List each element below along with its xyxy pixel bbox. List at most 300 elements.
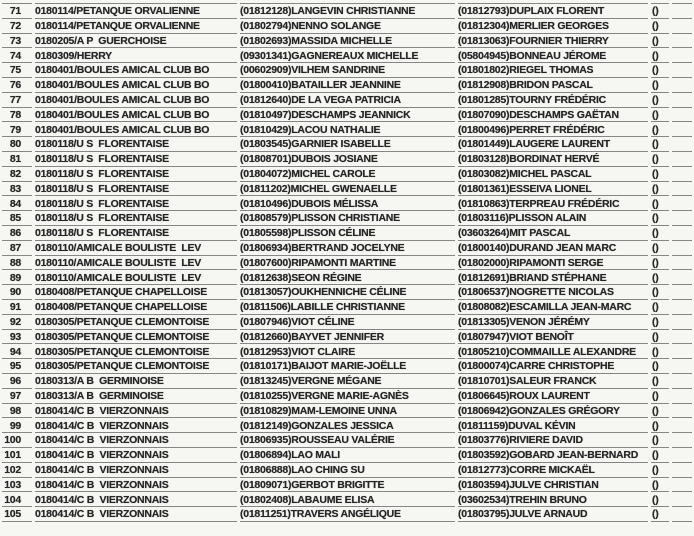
empty-parens: () xyxy=(651,506,669,522)
player2-cell xyxy=(458,477,648,493)
table-row xyxy=(2,389,692,404)
player1-name: BAYVET JENNIFER xyxy=(291,330,384,343)
player2-license: (01812908) xyxy=(458,79,510,92)
club-code-name: 0180305/PETANQUE CLEMONTOISE xyxy=(35,358,237,374)
row-number: 102 xyxy=(2,462,32,478)
empty-parens: () xyxy=(651,33,669,49)
player2-cell xyxy=(458,329,648,345)
empty-parens: () xyxy=(651,358,669,374)
player2-name: TERPREAU FRÉDÉRIC xyxy=(509,197,620,210)
player2-name: JULVE CHRISTIAN xyxy=(509,478,599,491)
row-number: 93 xyxy=(2,329,32,345)
player1-cell xyxy=(240,299,455,315)
row-number: 81 xyxy=(2,151,32,167)
player2-name: DURAND JEAN MARC xyxy=(509,242,617,255)
player2-cell xyxy=(458,77,648,93)
player1-cell xyxy=(240,403,455,419)
player2-cell xyxy=(458,3,648,19)
player1-license: (01804072) xyxy=(240,168,292,181)
player1-cell xyxy=(240,432,455,448)
trailing-rule xyxy=(672,121,692,137)
table-row xyxy=(2,19,692,34)
trailing-rule xyxy=(672,18,692,34)
empty-parens: () xyxy=(651,62,669,78)
player1-license: (01808579) xyxy=(240,212,292,225)
trailing-rule xyxy=(672,33,692,49)
table-row xyxy=(2,4,692,19)
player2-cell xyxy=(458,47,648,63)
player1-cell xyxy=(240,62,455,78)
player1-license: (01813245) xyxy=(240,375,292,388)
player2-cell xyxy=(458,299,648,315)
player1-cell xyxy=(240,284,455,300)
player2-name: ESCAMILLA JEAN-MARC xyxy=(509,301,632,314)
trailing-rule xyxy=(672,417,692,433)
player1-name: LABAUME ELISA xyxy=(291,493,375,506)
player1-cell xyxy=(240,491,455,507)
player2-license: (01810863) xyxy=(458,197,510,210)
trailing-rule xyxy=(672,403,692,419)
table-row xyxy=(2,78,692,93)
player2-name: RIVIERE DAVID xyxy=(509,434,583,447)
player1-license: (01813057) xyxy=(240,286,292,299)
player1-name: DUBOIS JOSIANE xyxy=(291,153,378,166)
player1-cell xyxy=(240,166,455,182)
player1-cell xyxy=(240,33,455,49)
player2-cell xyxy=(458,358,648,374)
player1-name: SEON RÉGINE xyxy=(291,271,362,284)
table-row xyxy=(2,463,692,478)
player1-cell xyxy=(240,462,455,478)
player1-name: VIOT CLAIRE xyxy=(291,345,355,358)
row-number: 72 xyxy=(2,18,32,34)
player2-name: RIPAMONTI SERGE xyxy=(509,256,604,269)
player2-license: (05804945) xyxy=(458,49,510,62)
trailing-rule xyxy=(672,462,692,478)
trailing-rule xyxy=(672,284,692,300)
empty-parens: () xyxy=(651,255,669,271)
player1-name: LAO MALI xyxy=(291,449,340,462)
row-number: 96 xyxy=(2,373,32,389)
club-code-name: 0180401/BOULES AMICAL CLUB BO xyxy=(35,77,237,93)
player1-cell xyxy=(240,225,455,241)
player2-cell xyxy=(458,62,648,78)
table-row xyxy=(2,418,692,433)
player2-name: ESSEIVA LIONEL xyxy=(509,182,592,195)
player2-cell xyxy=(458,432,648,448)
empty-parens: () xyxy=(651,107,669,123)
player1-name: LAO CHING SU xyxy=(291,464,365,476)
club-code-name: 0180414/C B VIERZONNAIS xyxy=(35,462,237,478)
trailing-rule xyxy=(672,47,692,63)
row-number: 88 xyxy=(2,255,32,271)
trailing-rule xyxy=(672,136,692,152)
player2-name: FOURNIER THIERRY xyxy=(509,34,609,47)
player1-cell xyxy=(240,210,455,226)
table-row xyxy=(2,507,692,522)
club-code-name: 0180408/PETANQUE CHAPELLOISE xyxy=(35,299,237,315)
trailing-rule xyxy=(672,255,692,271)
player2-name: NOGRETTE NICOLAS xyxy=(509,286,614,299)
trailing-rule xyxy=(672,166,692,182)
player2-name: BRIAND STÉPHANE xyxy=(509,271,607,284)
empty-parens: () xyxy=(651,210,669,226)
club-code-name: 0180114/PETANQUE ORVALIENNE xyxy=(35,3,237,19)
player2-cell xyxy=(458,33,648,49)
player2-license: (01801285) xyxy=(458,94,510,107)
row-number: 78 xyxy=(2,107,32,123)
player2-license: (01811159) xyxy=(458,419,509,432)
club-code-name: 0180118/U S FLORENTAISE xyxy=(35,181,237,197)
table-row xyxy=(2,374,692,389)
empty-parens: () xyxy=(651,47,669,63)
empty-parens: () xyxy=(651,151,669,167)
player1-name: BATAILLER JEANNINE xyxy=(291,79,401,92)
trailing-rule xyxy=(672,107,692,123)
table-row xyxy=(2,34,692,49)
player1-name: GAGNEREAUX MICHELLE xyxy=(291,49,419,62)
player2-name: BONNEAU JÉROME xyxy=(509,49,607,62)
table-row xyxy=(2,93,692,108)
empty-parens: () xyxy=(651,417,669,433)
trailing-rule xyxy=(672,343,692,359)
player2-name: MIT PASCAL xyxy=(509,227,571,240)
trailing-rule xyxy=(672,388,692,404)
player1-name: VERGNE MÉGANE xyxy=(291,375,382,388)
player1-license: (01811251) xyxy=(240,508,291,521)
row-number: 89 xyxy=(2,269,32,285)
player2-cell xyxy=(458,195,648,211)
player2-license: (01806942) xyxy=(458,404,510,417)
player1-name: DESCHAMPS JEANNICK xyxy=(291,108,411,121)
empty-parens: () xyxy=(651,373,669,389)
player2-name: MERLIER GEORGES xyxy=(509,20,609,33)
table-row xyxy=(2,448,692,463)
trailing-rule xyxy=(672,491,692,507)
row-number: 104 xyxy=(2,491,32,507)
club-code-name: 0180414/C B VIERZONNAIS xyxy=(35,491,237,507)
row-number: 74 xyxy=(2,47,32,63)
table-row xyxy=(2,359,692,374)
club-code-name: 0180414/C B VIERZONNAIS xyxy=(35,477,237,493)
player2-cell xyxy=(458,121,648,137)
player2-license: (01812691) xyxy=(458,271,510,284)
player2-license: (01803128) xyxy=(458,153,510,166)
player2-cell xyxy=(458,225,648,241)
row-number: 94 xyxy=(2,343,32,359)
player2-name: VENON JÉRÉMY xyxy=(509,316,590,329)
player1-cell xyxy=(240,195,455,211)
empty-parens: () xyxy=(651,388,669,404)
player1-license: (01810171) xyxy=(240,360,292,373)
trailing-rule xyxy=(672,151,692,167)
row-number: 73 xyxy=(2,33,32,49)
player1-name: BERTRAND JOCELYNE xyxy=(291,242,405,255)
player2-license: (01800074) xyxy=(458,360,510,373)
club-code-name: 0180305/PETANQUE CLEMONTOISE xyxy=(35,329,237,345)
club-code-name: 0180118/U S FLORENTAISE xyxy=(35,151,237,167)
player2-license: (01810701) xyxy=(458,375,510,388)
club-code-name: 0180305/PETANQUE CLEMONTOISE xyxy=(35,343,237,359)
player1-name: DUBOIS MÉLISSA xyxy=(291,197,379,210)
player2-cell xyxy=(458,462,648,478)
trailing-rule xyxy=(672,195,692,211)
empty-parens: () xyxy=(651,92,669,108)
player1-license: (01803545) xyxy=(240,138,292,151)
empty-parens: () xyxy=(651,181,669,197)
table-row xyxy=(2,167,692,182)
player2-name: LAUGERE LAURENT xyxy=(509,138,610,151)
player1-license: (01802693) xyxy=(240,34,292,47)
trailing-rule xyxy=(672,373,692,389)
club-code-name: 0180401/BOULES AMICAL CLUB BO xyxy=(35,62,237,78)
player1-license: (01807600) xyxy=(240,256,292,269)
player2-name: PLISSON ALAIN xyxy=(508,212,587,225)
player2-cell xyxy=(458,284,648,300)
row-number: 92 xyxy=(2,314,32,330)
empty-parens: () xyxy=(651,269,669,285)
player2-license: (03602534) xyxy=(458,493,510,506)
empty-parens: () xyxy=(651,195,669,211)
player1-name: NENNO SOLANGE xyxy=(291,20,381,33)
player2-cell xyxy=(458,506,648,522)
empty-parens: () xyxy=(651,284,669,300)
player2-license: (01805210) xyxy=(458,345,510,358)
empty-parens: () xyxy=(651,299,669,315)
empty-parens: () xyxy=(651,136,669,152)
trailing-rule xyxy=(672,240,692,256)
row-number: 100 xyxy=(2,432,32,448)
player2-cell xyxy=(458,240,648,256)
player1-license: (01812128) xyxy=(240,5,292,18)
empty-parens: () xyxy=(651,343,669,359)
player1-cell xyxy=(240,388,455,404)
club-code-name: 0180110/AMICALE BOULISTE LEV xyxy=(35,269,237,285)
table-row xyxy=(2,256,692,271)
empty-parens: () xyxy=(651,240,669,256)
player1-name: LABILLE CHRISTIANNE xyxy=(290,301,405,314)
table-row xyxy=(2,478,692,493)
club-code-name: 0180414/C B VIERZONNAIS xyxy=(35,432,237,448)
player2-license: (03603264) xyxy=(458,227,510,240)
club-code-name: 0180118/U S FLORENTAISE xyxy=(35,195,237,211)
player2-license: (01813063) xyxy=(458,34,510,47)
player1-license: (01810497) xyxy=(240,108,292,121)
club-code-name: 0180118/U S FLORENTAISE xyxy=(35,210,237,226)
player1-license: (01807946) xyxy=(240,316,292,329)
club-code-name: 0180118/U S FLORENTAISE xyxy=(35,136,237,152)
player2-name: JULVE ARNAUD xyxy=(509,508,588,521)
player2-license: (01806537) xyxy=(458,286,510,299)
club-code-name: 0180401/BOULES AMICAL CLUB BO xyxy=(35,121,237,137)
player1-license: (01809071) xyxy=(240,478,292,491)
club-code-name: 0180110/AMICALE BOULISTE LEV xyxy=(35,240,237,256)
trailing-rule xyxy=(672,77,692,93)
player1-cell xyxy=(240,151,455,167)
player1-license: (01802408) xyxy=(240,493,292,506)
row-number: 87 xyxy=(2,240,32,256)
table-row xyxy=(2,152,692,167)
player1-license: (01808701) xyxy=(240,153,292,166)
player1-license: (01806934) xyxy=(240,242,292,255)
empty-parens: () xyxy=(651,329,669,345)
row-number: 103 xyxy=(2,477,32,493)
player1-license: (01810496) xyxy=(240,197,292,210)
empty-parens: () xyxy=(651,77,669,93)
player1-name: VILHEM SANDRINE xyxy=(291,64,385,77)
player1-license: (01812953) xyxy=(240,345,292,358)
player2-cell xyxy=(458,269,648,285)
player1-cell xyxy=(240,255,455,271)
player2-cell xyxy=(458,136,648,152)
player2-cell xyxy=(458,343,648,359)
player1-license: (01811202) xyxy=(240,182,291,195)
player1-license: (01812660) xyxy=(240,330,292,343)
empty-parens: () xyxy=(651,314,669,330)
player2-license: (01801449) xyxy=(458,138,510,151)
player2-license: (01813305) xyxy=(458,316,510,329)
trailing-rule xyxy=(672,3,692,19)
player1-name: VIOT CÉLINE xyxy=(291,316,355,329)
player2-license: (01812793) xyxy=(458,5,510,18)
player1-name: MICHEL GWENAELLE xyxy=(290,182,397,195)
player1-name: LANGEVIN CHRISTIANNE xyxy=(291,5,416,18)
row-number: 84 xyxy=(2,195,32,211)
player1-name: GONZALES JESSICA xyxy=(291,419,394,432)
player2-cell xyxy=(458,18,648,34)
club-code-name: 0180401/BOULES AMICAL CLUB BO xyxy=(35,107,237,123)
player2-name: BORDINAT HERVÉ xyxy=(509,153,600,166)
empty-parens: () xyxy=(651,3,669,19)
empty-parens: () xyxy=(651,225,669,241)
trailing-rule xyxy=(672,299,692,315)
club-code-name: 0180414/C B VIERZONNAIS xyxy=(35,447,237,463)
table-row xyxy=(2,122,692,137)
player2-license: (01807947) xyxy=(458,330,510,343)
player1-name: TRAVERS ANGÉLIQUE xyxy=(290,508,401,521)
player1-license: (01806888) xyxy=(240,464,292,476)
player1-license: (01812640) xyxy=(240,94,292,107)
empty-parens: () xyxy=(651,477,669,493)
player2-name: RIEGEL THOMAS xyxy=(509,64,594,77)
player2-license: (01801802) xyxy=(458,64,510,77)
trailing-rule xyxy=(672,432,692,448)
player1-license: (01806894) xyxy=(240,449,292,462)
club-code-name: 0180305/PETANQUE CLEMONTOISE xyxy=(35,314,237,330)
table-row xyxy=(2,137,692,152)
trailing-rule xyxy=(672,477,692,493)
player1-cell xyxy=(240,269,455,285)
row-number: 105 xyxy=(2,506,32,522)
player2-name: SALEUR FRANCK xyxy=(509,375,597,388)
player2-name: MICHEL PASCAL xyxy=(509,168,592,181)
player1-name: PLISSON CÉLINE xyxy=(291,227,376,240)
row-number: 97 xyxy=(2,388,32,404)
table-row xyxy=(2,63,692,78)
player1-name: DE LA VEGA PATRICIA xyxy=(291,94,401,107)
player2-license: (01803116) xyxy=(458,212,509,225)
empty-parens: () xyxy=(651,432,669,448)
player2-cell xyxy=(458,166,648,182)
player2-name: BRIDON PASCAL xyxy=(509,79,593,92)
player1-name: GARNIER ISABELLE xyxy=(291,138,391,151)
player2-cell xyxy=(458,417,648,433)
player2-license: (01801361) xyxy=(458,182,510,195)
empty-parens: () xyxy=(651,462,669,478)
player1-name: GERBOT BRIGITTE xyxy=(291,478,385,491)
player2-name: CARRE CHRISTOPHE xyxy=(509,360,615,373)
table-row xyxy=(2,48,692,63)
club-code-name: 0180309/HERRY xyxy=(35,47,237,63)
player1-cell xyxy=(240,47,455,63)
row-number: 77 xyxy=(2,92,32,108)
player2-license: (01812773) xyxy=(458,464,510,476)
player1-cell xyxy=(240,107,455,123)
club-code-name: 0180118/U S FLORENTAISE xyxy=(35,225,237,241)
table-row xyxy=(2,344,692,359)
player2-name: GOBARD JEAN-BERNARD xyxy=(509,449,639,462)
row-number: 80 xyxy=(2,136,32,152)
trailing-rule xyxy=(672,314,692,330)
player2-license: (01808082) xyxy=(458,301,510,314)
table-row xyxy=(2,492,692,507)
player1-cell xyxy=(240,18,455,34)
row-number: 86 xyxy=(2,225,32,241)
table-row xyxy=(2,182,692,197)
player1-license: (01800410) xyxy=(240,79,292,92)
player1-cell xyxy=(240,77,455,93)
empty-parens: () xyxy=(651,447,669,463)
player1-license: (01810429) xyxy=(240,123,292,136)
table-row xyxy=(2,270,692,285)
player1-cell xyxy=(240,329,455,345)
player2-name: GONZALES GRÉGORY xyxy=(509,404,620,417)
player1-license: (09301341) xyxy=(240,49,292,62)
player2-license: (01803082) xyxy=(458,168,510,181)
player1-cell xyxy=(240,181,455,197)
player2-name: DESCHAMPS GAËTAN xyxy=(509,108,619,121)
table-row xyxy=(2,211,692,226)
player1-name: MAM-LEMOINE UNNA xyxy=(291,404,397,417)
trailing-rule xyxy=(672,62,692,78)
row-number: 79 xyxy=(2,121,32,137)
row-number: 91 xyxy=(2,299,32,315)
empty-parens: () xyxy=(651,166,669,182)
player2-cell xyxy=(458,373,648,389)
player2-cell xyxy=(458,181,648,197)
empty-parens: () xyxy=(651,18,669,34)
club-code-name: 0180205/A P GUERCHOISE xyxy=(35,33,237,49)
player2-name: TOURNY FRÉDÉRIC xyxy=(509,94,607,107)
player2-license: (01803776) xyxy=(458,434,510,447)
club-code-name: 0180114/PETANQUE ORVALIENNE xyxy=(35,18,237,34)
club-code-name: 0180414/C B VIERZONNAIS xyxy=(35,403,237,419)
club-code-name: 0180414/C B VIERZONNAIS xyxy=(35,417,237,433)
table-row xyxy=(2,241,692,256)
table-row xyxy=(2,404,692,419)
player1-name: MICHEL CAROLE xyxy=(291,168,376,181)
row-number: 76 xyxy=(2,77,32,93)
table-row xyxy=(2,433,692,448)
player2-name: PERRET FRÉDÉRIC xyxy=(509,123,605,136)
table-row xyxy=(2,226,692,241)
row-number: 71 xyxy=(2,3,32,19)
club-code-name: 0180118/U S FLORENTAISE xyxy=(35,166,237,182)
player2-license: (01803592) xyxy=(458,449,510,462)
player2-name: VIOT BENOÎT xyxy=(509,330,574,343)
player2-license: (01812304) xyxy=(458,20,510,33)
player1-license: (01811506) xyxy=(240,301,291,314)
